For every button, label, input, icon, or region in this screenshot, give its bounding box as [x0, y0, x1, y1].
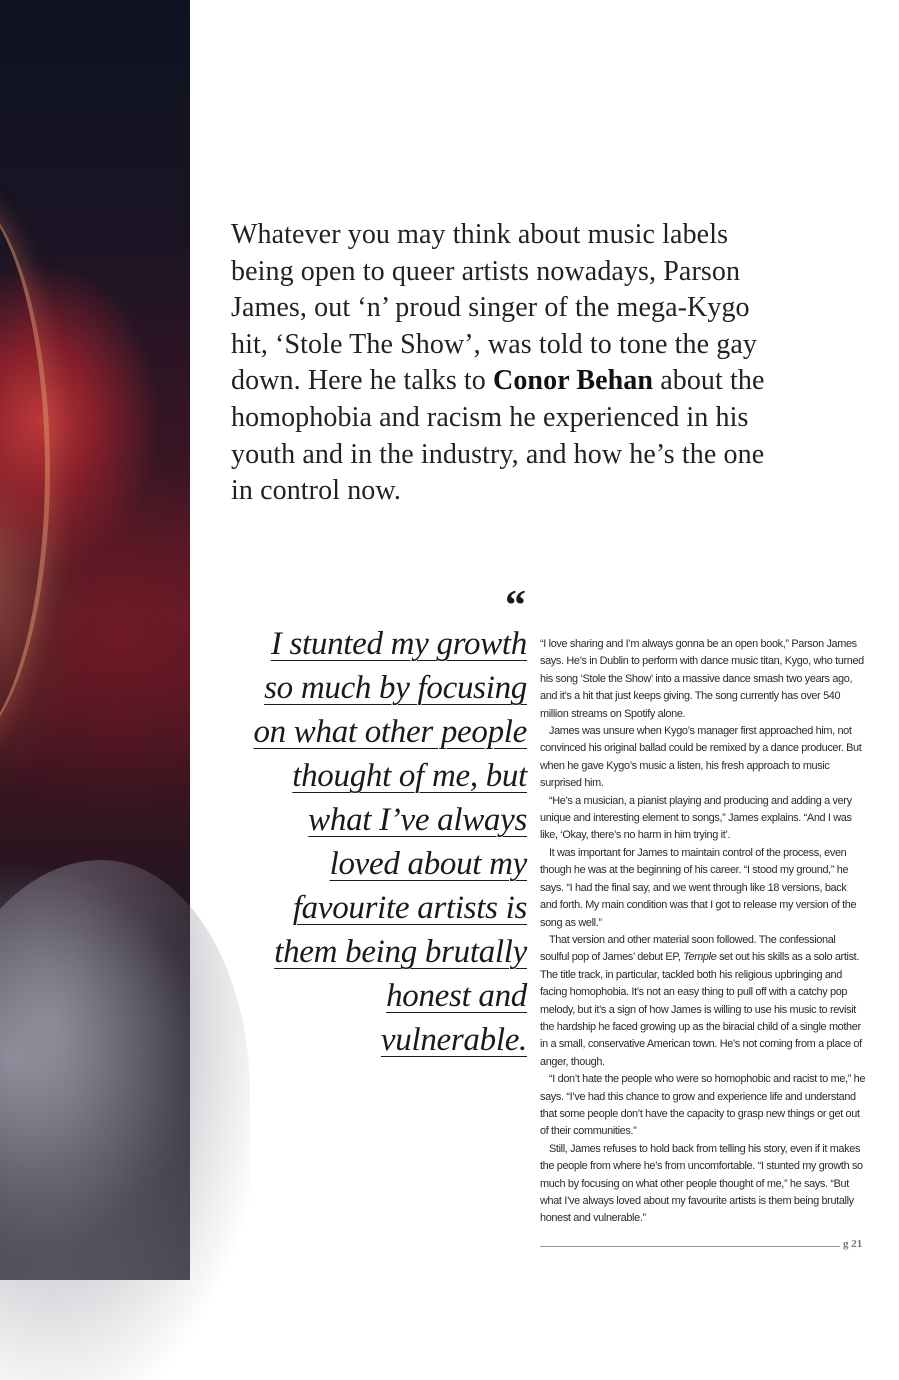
pull-quote: [235, 622, 527, 1062]
article-paragraph: James was unsure when Kygo’s manager first approached him, not convinced his original ballad could be remixed by a dance producer. But when he gave Kygo’s music a listen, his fresh approach to music surprised him.: [540, 725, 862, 790]
ep-title: Temple: [683, 951, 717, 964]
standfirst: [231, 217, 791, 510]
article-body: [540, 636, 866, 1228]
article-paragraph: “I love sharing and I’m always gonna be an open book,” Parson James says. He’s in Dublin to perform with dance music titan, Kygo, who turned his song ‘Stole the Show’ into a massive dance smash two years ago, and it’s a hit that just keeps giving. The song currently has over 540 million streams on Spotify alone.: [540, 638, 864, 720]
photo-shoulder: [0, 860, 250, 1380]
standfirst-text-2: about the homophobia and racism he experienced in his youth and in the industry, and how he’s the one in control now.: [231, 365, 765, 507]
author-name: Conor Behan: [493, 365, 654, 397]
paragraph-text: That version and other material soon followed. The confessional soulful pop of James’ debut EP,: [540, 933, 836, 964]
article-paragraph: “I don’t hate the people who were so homophobic and racist to me,” he says. “I’ve had this chance to grow and experience life and understand that some people don’t have the capacity to grasp new things or get out of their communities.”: [540, 1073, 866, 1138]
standfirst-text-1: Whatever you may think about music labels being open to queer artists nowadays, Parson James, out ‘n’ proud singer of the mega-Kygo hit, ‘Stole The Show’, was told to tone the gay down. Here he talks to: [231, 219, 758, 397]
page-number: g 21: [843, 1238, 863, 1250]
photo-highlight: [0, 190, 50, 750]
quote-mark-icon: “: [505, 583, 526, 629]
portrait-photo: [0, 0, 190, 1280]
article-paragraph: Still, James refuses to hold back from telling his story, even if it makes the people from where he’s from uncomfortable. “I stunted my growth so much by focusing on what other people thought of me,” he says. “But what I’ve always loved about my favourite artists is them being brutally honest and vulnerable.”: [540, 1142, 863, 1225]
paragraph-text: set out his skills as a solo artist. The title track, in particular, tackled both his religious upbringing and facing homophobia. It’s not an easy thing to pull off with a catchy pop melody, but it’s a sign of how James is willing to use his music to revisit the hardship he faced growing up as the biracial child of a single mother in a small, conservative American town. He’s not coming from a place of anger, though.: [540, 951, 862, 1068]
article-paragraph: It was important for James to maintain control of the process, even though he was at the beginning of his career. “I stood my ground,” he says. “I had the final say, and we went through like 18 versions, back and forth. My main condition was that I got to release my version of the song as well.”: [540, 846, 857, 929]
pull-quote-text: I stunted my growth so much by focusing on what other people thought of me, but what I’ve always loved about my favourite artists is them being brutally honest and vulnerable.: [253, 626, 527, 1058]
footer-rule: [540, 1246, 840, 1247]
article-paragraph: [540, 932, 866, 1071]
article-paragraph: “He’s a musician, a pianist playing and producing and adding a very unique and interesting element to songs,” James explains. “And I was like, ‘Okay, there’s no harm in him trying it’.: [540, 794, 852, 842]
